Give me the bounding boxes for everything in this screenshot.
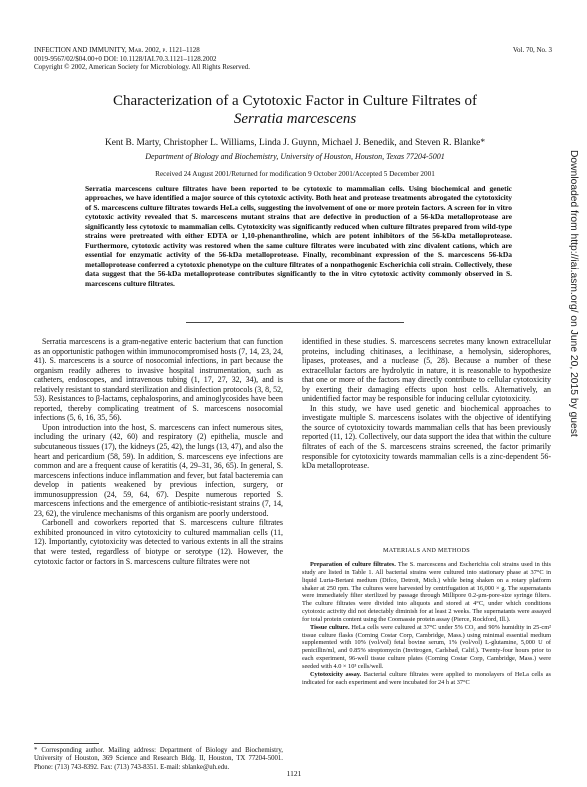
right-column xyxy=(302,337,551,471)
methods-heading: MATERIALS AND METHODS xyxy=(382,547,471,554)
intro-paragraph-2: Upon introduction into the host, S. marcescens can infect numerous sites, including the urinary (42, 60) and respiratory (2) epithelia, muscle and subcutaneous tissues (17), the kidneys (25, 42), the lungs (13, 47), and also the heart and pericardium (58, 59). In addition, S. marcescens eye infections are common and are a frequent cause of keratitis (4, 29–31, 36, 65). In general, S. marcescens infections induce inflammation and fever, but fatal bacteremia can develop in patients weakened by previous infection, surgery, or immunosuppression (24, 59, 64, 67). Despite numerous reported S. marcescens infections and the emergence of antibiotic-resistant strains (7, 14, 23, 62), the virulence mechanisms of this organism are poorly understood. xyxy=(34,422,283,518)
section-divider xyxy=(186,322,404,323)
methods-text xyxy=(302,561,551,687)
methods-subheading-3: Cytotoxicity assay. xyxy=(310,670,362,678)
author-list: Kent B. Marty, Christopher L. Williams, Linda J. Guynn, Michael J. Benedik, and Steven R. Blanke* xyxy=(104,138,486,148)
methods-body-3: Bacterial culture filtrates were applied to monolayers of HeLa cells as indicated for each experiment and were incubated for 24 h at 37°C xyxy=(302,670,551,686)
intro-paragraph-3: Carbonell and coworkers reported that S. marcescens culture filtrates exhibited pronounced in vitro cytotoxicity to cultured mammalian cells (11, 12). Importantly, cytotoxicity was detected to various extents in all the strains that were tested, regardless of biotype or serotype (12). However, the cytotoxic factor or factors in S. marcescens culture filtrates were not xyxy=(34,518,283,566)
title-line-1: Characterization of a Cytotoxic Factor in Culture Filtrates of xyxy=(112,93,478,109)
intro-paragraph-1: Serratia marcescens is a gram-negative enteric bacterium that can function as an opportunistic pathogen within immunocompromised hosts (7, 14, 23, 24, 41). S. marcescens is a source of nosocomial infections, in part because the organism readily adheres to invasive hospital instrumentation, such as catheters, endoscopes, and intravenous tubing (1, 17, 27, 32, 34), and is relatively resistant to standard sterilization and disinfection protocols (3, 8, 52, 53). Resistances to β-lactams, cephalosporins, and aminoglycosides have been reported, thereby complicating treatment of S. marcescens nosocomial infections (5, 6, 16, 35, 56). xyxy=(34,337,283,423)
left-column xyxy=(34,337,283,566)
affiliation: Department of Biology and Biochemistry, University of Houston, Houston, Texas 77204-5001 xyxy=(145,152,445,161)
methods-body-1: The S. marcescens and Escherichia coli strains used in this study are listed in Table 1. All bacterial strains were cultured into stationary phase at 37°C in liquid Luria-Bertani medium (Difco, Detroit, Mich.) while being shaken on a rotary platform shaker at 250 rpm. The cultures were harvested by centrifugation at 16,000 × g. The supernatants were immediately filter sterilized by passage through Millipore 0.2-μm-pore-size syringe filters. The culture filtrates were divided into aliquots and stored at 4°C, under which conditions cytotoxic activity did not detectably diminish for at least 2 weeks. The supernatants were assayed for total protein content using the Coomassie protein assay (Pierce, Rockford, Ill.). xyxy=(302,561,551,623)
methods-paragraph-2 xyxy=(302,624,551,671)
title-line-2: Serratia marcescens xyxy=(233,111,357,127)
journal-header xyxy=(34,46,384,72)
methods-subheading-1: Preparation of culture filtrates. xyxy=(310,561,396,568)
doi-line: 0019-9567/02/$04.00+0 DOI: 10.1128/IAI.70.3.1121–1128.2002 xyxy=(34,54,217,63)
copyright-line: Copyright © 2002, American Society for Microbiology. All Rights Reserved. xyxy=(34,63,251,71)
article-title xyxy=(40,92,550,128)
methods-paragraph-1 xyxy=(302,561,551,624)
intro-paragraph-5: In this study, we have used genetic and biochemical approaches to investigate multiple S. marcescens isolates with the objective of identifying the source of cytotoxicity towards mammalian cells that has been previously reported (11, 12). Collectively, our data support the idea that within the culture filtrates of each of the S. marcescens strains screened, the factor primarily responsible for cytotoxicity towards mammalian cells is a zinc-dependent 56-kDa metalloprotease. xyxy=(302,403,551,471)
page-number: 1121 xyxy=(286,769,302,778)
received-dates: Received 24 August 2001/Returned for modification 9 October 2001/Accepted 5 December 2001 xyxy=(155,170,435,178)
abstract: Serratia marcescens culture filtrates have been reported to be cytotoxic to mammalian cells. Using biochemical and genetic approaches, we have identified a major source of this cytotoxic activity. Both heat and protease treatments abrogated the cytotoxicity of S. marcescens culture filtrates towards HeLa cells, suggesting the involvement of one or more protein factors. A screen for in vitro cytotoxic activity revealed that S. marcescens mutant strains that are defective in production of a 56-kDa metalloprotease are significantly less cytotoxic to mammalian cells. Cytotoxicity was significantly reduced when culture filtrates prepared from wild-type strains were pretreated with either EDTA or 1,10-phenanthroline, which are potent inhibitors of the 56-kDa metalloprotease. Furthermore, cytotoxic activity was restored when the same culture filtrates were incubated with zinc divalent cations, which are essential for enzymatic activity of the 56-kDa metalloprotease. Finally, recombinant expression of the S. marcescens 56-kDa metalloprotease conferred a cytotoxic phenotype on the culture filtrates of a nonpathogenic Escherichia coli strain. Collectively, these data suggest that the 56-kDa metalloprotease contributes significantly to the in vitro cytotoxic activity commonly observed in S. marcescens culture filtrates. xyxy=(85,184,512,288)
journal-citation: INFECTION AND IMMUNITY, Mar. 2002, p. 1121–1128 xyxy=(34,46,200,54)
footnote-divider xyxy=(34,743,99,744)
methods-paragraph-3 xyxy=(302,671,551,687)
volume-label: Vol. 70, No. 3 xyxy=(512,46,552,54)
methods-subheading-2: Tissue culture. xyxy=(310,623,350,631)
methods-body-2: HeLa cells were cultured at 37°C under 5% CO₂ and 90% humidity in 25-cm² tissue culture flasks (Corning Costar Corp, Cambridge, Mass.) using minimal essential medium supplemented with 10% (vol/vol) fetal bovine serum, 1% (vol/vol) L-glutamine, 5,000 U of penicillin/ml, and 0.85% streptomycin (Invitrogen, Carlsbad, Calif.). Twenty-four hours prior to each experiment, 96-well tissue culture plates (Corning Costar Corp, Cambridge, Mass.) were seeded with 4.0 × 10³ cells/well. xyxy=(302,623,551,670)
intro-paragraph-4: identified in these studies. S. marcescens secretes many known extracellular proteins, including chitinases, a lecithinase, a hemolysin, siderophores, lipases, proteases, and a nuclease (5, 28). Because a number of these extracellular factors are hydrolytic in nature, it is reasonable to hypothesize that one or more of the factors may directly contribute to cellular cytotoxicity by exerting their damaging effects upon host cells. Alternatively, an unidentified factor may be responsible for inducing cellular cytotoxicity. xyxy=(302,337,551,404)
download-watermark: Downloaded from http://iai.asm.org/ on June 20, 2015 by guest xyxy=(568,150,579,437)
corresponding-author-footnote: * Corresponding author. Mailing address: Department of Biology and Biochemistry, University of Houston, 369 Science and Research Bldg. II, Houston, TX 77204-5001. Phone: (713) 743-8392. Fax: (713) 743-8351. E-mail: sblanke@uh.edu. xyxy=(34,747,283,771)
